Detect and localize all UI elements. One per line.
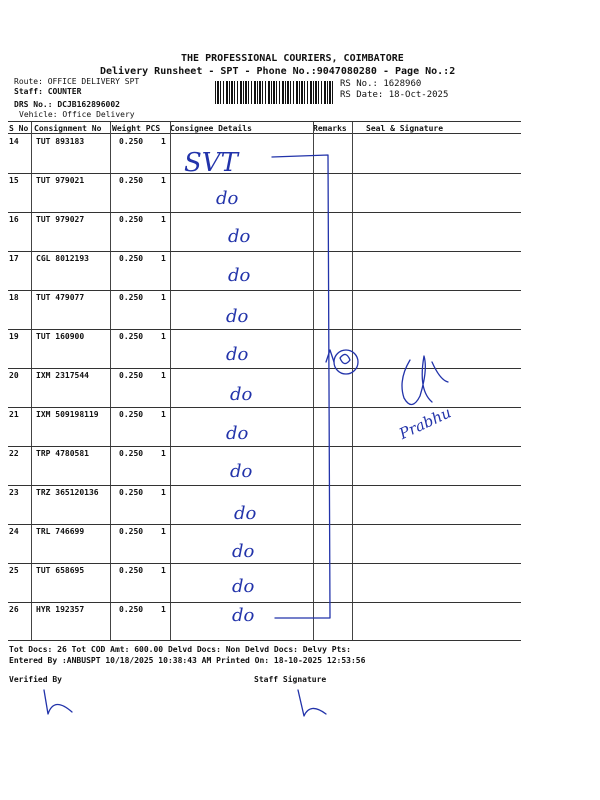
row-consignment: TUT 160900 xyxy=(36,332,85,341)
company-title: THE PROFESSIONAL COURIERS, COIMBATORE xyxy=(181,53,404,64)
handwritten-ditto: do xyxy=(228,265,251,286)
handwritten-ditto: do xyxy=(226,344,249,365)
row-sno: 17 xyxy=(9,254,19,263)
drs-number: DRS No.: DCJB162896002 xyxy=(14,100,120,109)
row-weight: 0.250 xyxy=(119,293,144,302)
rs-number: RS No.: 1628960 xyxy=(340,79,422,89)
row-weight: 0.250 xyxy=(119,410,144,419)
row-consignment: TUT 979027 xyxy=(36,215,85,224)
handwritten-ditto: do xyxy=(230,384,253,405)
row-pcs: 1 xyxy=(161,176,166,185)
row-sno: 21 xyxy=(9,410,19,419)
row-sno: 19 xyxy=(9,332,19,341)
vehicle-label: Vehicle: Office Delivery xyxy=(19,110,135,119)
signature-stroke xyxy=(402,356,448,405)
seal-mark xyxy=(340,354,350,363)
row-sno: 14 xyxy=(9,137,19,146)
row-consignment: IXM 2317544 xyxy=(36,371,89,380)
row-consignment: IXM 509198119 xyxy=(36,410,99,419)
row-pcs: 1 xyxy=(161,215,166,224)
row-consignment: TUT 893183 xyxy=(36,137,85,146)
route-label: Route: OFFICE DELIVERY SPT xyxy=(14,77,140,86)
rs-date: RS Date: 18-Oct-2025 xyxy=(340,90,449,100)
handwritten-ditto: do xyxy=(232,576,255,597)
row-consignment: TUT 658695 xyxy=(36,566,85,575)
row-weight: 0.250 xyxy=(119,137,144,146)
row-consignment: CGL 8012193 xyxy=(36,254,89,263)
handwritten-ditto: do xyxy=(226,423,249,444)
seal-circle xyxy=(334,350,358,374)
col-sno: S No xyxy=(9,124,29,133)
row-weight: 0.250 xyxy=(119,215,144,224)
runsheet-subtitle: Delivery Runsheet - SPT - Phone No.:9047080280 - Page No.:2 xyxy=(100,66,456,77)
row-sno: 24 xyxy=(9,527,19,536)
staff-signature-label: Staff Signature xyxy=(254,675,327,684)
totals-line: Tot Docs: 26 Tot COD Amt: 600.00 Delvd Docs: Non Delvd Docs: Delvy Pts: xyxy=(9,645,351,654)
verified-by-label: Verified By xyxy=(9,675,62,684)
row-weight: 0.250 xyxy=(119,371,144,380)
row-weight: 0.250 xyxy=(119,332,144,341)
row-weight: 0.250 xyxy=(119,449,144,458)
row-sno: 22 xyxy=(9,449,19,458)
handwritten-name: Prabhu xyxy=(396,403,454,443)
verified-signature xyxy=(44,690,72,714)
row-pcs: 1 xyxy=(161,293,166,302)
handwritten-ditto: do xyxy=(228,226,251,247)
col-remarks: Remarks xyxy=(313,124,347,133)
col-consignment: Consignment No xyxy=(34,124,102,133)
entered-by-line: Entered By :ANBUSPT 10/18/2025 10:38:43 AM Printed On: 18-10-2025 12:53:56 xyxy=(9,656,366,665)
row-pcs: 1 xyxy=(161,254,166,263)
handwritten-ditto: do xyxy=(226,306,249,327)
row-pcs: 1 xyxy=(161,410,166,419)
row-consignment: TRZ 365120136 xyxy=(36,488,99,497)
row-sno: 20 xyxy=(9,371,19,380)
handwritten-ditto: do xyxy=(234,503,257,524)
row-pcs: 1 xyxy=(161,488,166,497)
row-weight: 0.250 xyxy=(119,176,144,185)
handwritten-ditto: do xyxy=(232,605,255,626)
row-weight: 0.250 xyxy=(119,254,144,263)
staff-label: Staff: COUNTER xyxy=(14,87,82,96)
col-consignee: Consignee Details xyxy=(170,124,252,133)
handwritten-consignee: SVT xyxy=(184,148,238,178)
handwritten-ditto: do xyxy=(232,541,255,562)
row-pcs: 1 xyxy=(161,566,166,575)
row-pcs: 1 xyxy=(161,332,166,341)
row-sno: 23 xyxy=(9,488,19,497)
row-sno: 25 xyxy=(9,566,19,575)
row-weight: 0.250 xyxy=(119,566,144,575)
row-pcs: 1 xyxy=(161,137,166,146)
handwritten-ditto: do xyxy=(216,188,239,209)
row-sno: 18 xyxy=(9,293,19,302)
row-sno: 26 xyxy=(9,605,19,614)
handwritten-ditto: do xyxy=(230,461,253,482)
row-sno: 15 xyxy=(9,176,19,185)
row-pcs: 1 xyxy=(161,605,166,614)
row-sno: 16 xyxy=(9,215,19,224)
row-consignment: HYR 192357 xyxy=(36,605,85,614)
row-weight: 0.250 xyxy=(119,605,144,614)
bracket-arrow xyxy=(326,350,334,362)
row-consignment: TRL 746699 xyxy=(36,527,85,536)
row-pcs: 1 xyxy=(161,371,166,380)
row-pcs: 1 xyxy=(161,527,166,536)
row-weight: 0.250 xyxy=(119,488,144,497)
row-weight: 0.250 xyxy=(119,527,144,536)
row-consignment: TRP 4780581 xyxy=(36,449,89,458)
col-weight-pcs: Weight PCS xyxy=(112,124,161,133)
col-seal-signature: Seal & Signature xyxy=(366,124,444,133)
row-consignment: TUT 979021 xyxy=(36,176,85,185)
bracket-line xyxy=(272,155,330,618)
row-pcs: 1 xyxy=(161,449,166,458)
staff-signature-stroke xyxy=(298,690,326,716)
row-consignment: TUT 479077 xyxy=(36,293,85,302)
